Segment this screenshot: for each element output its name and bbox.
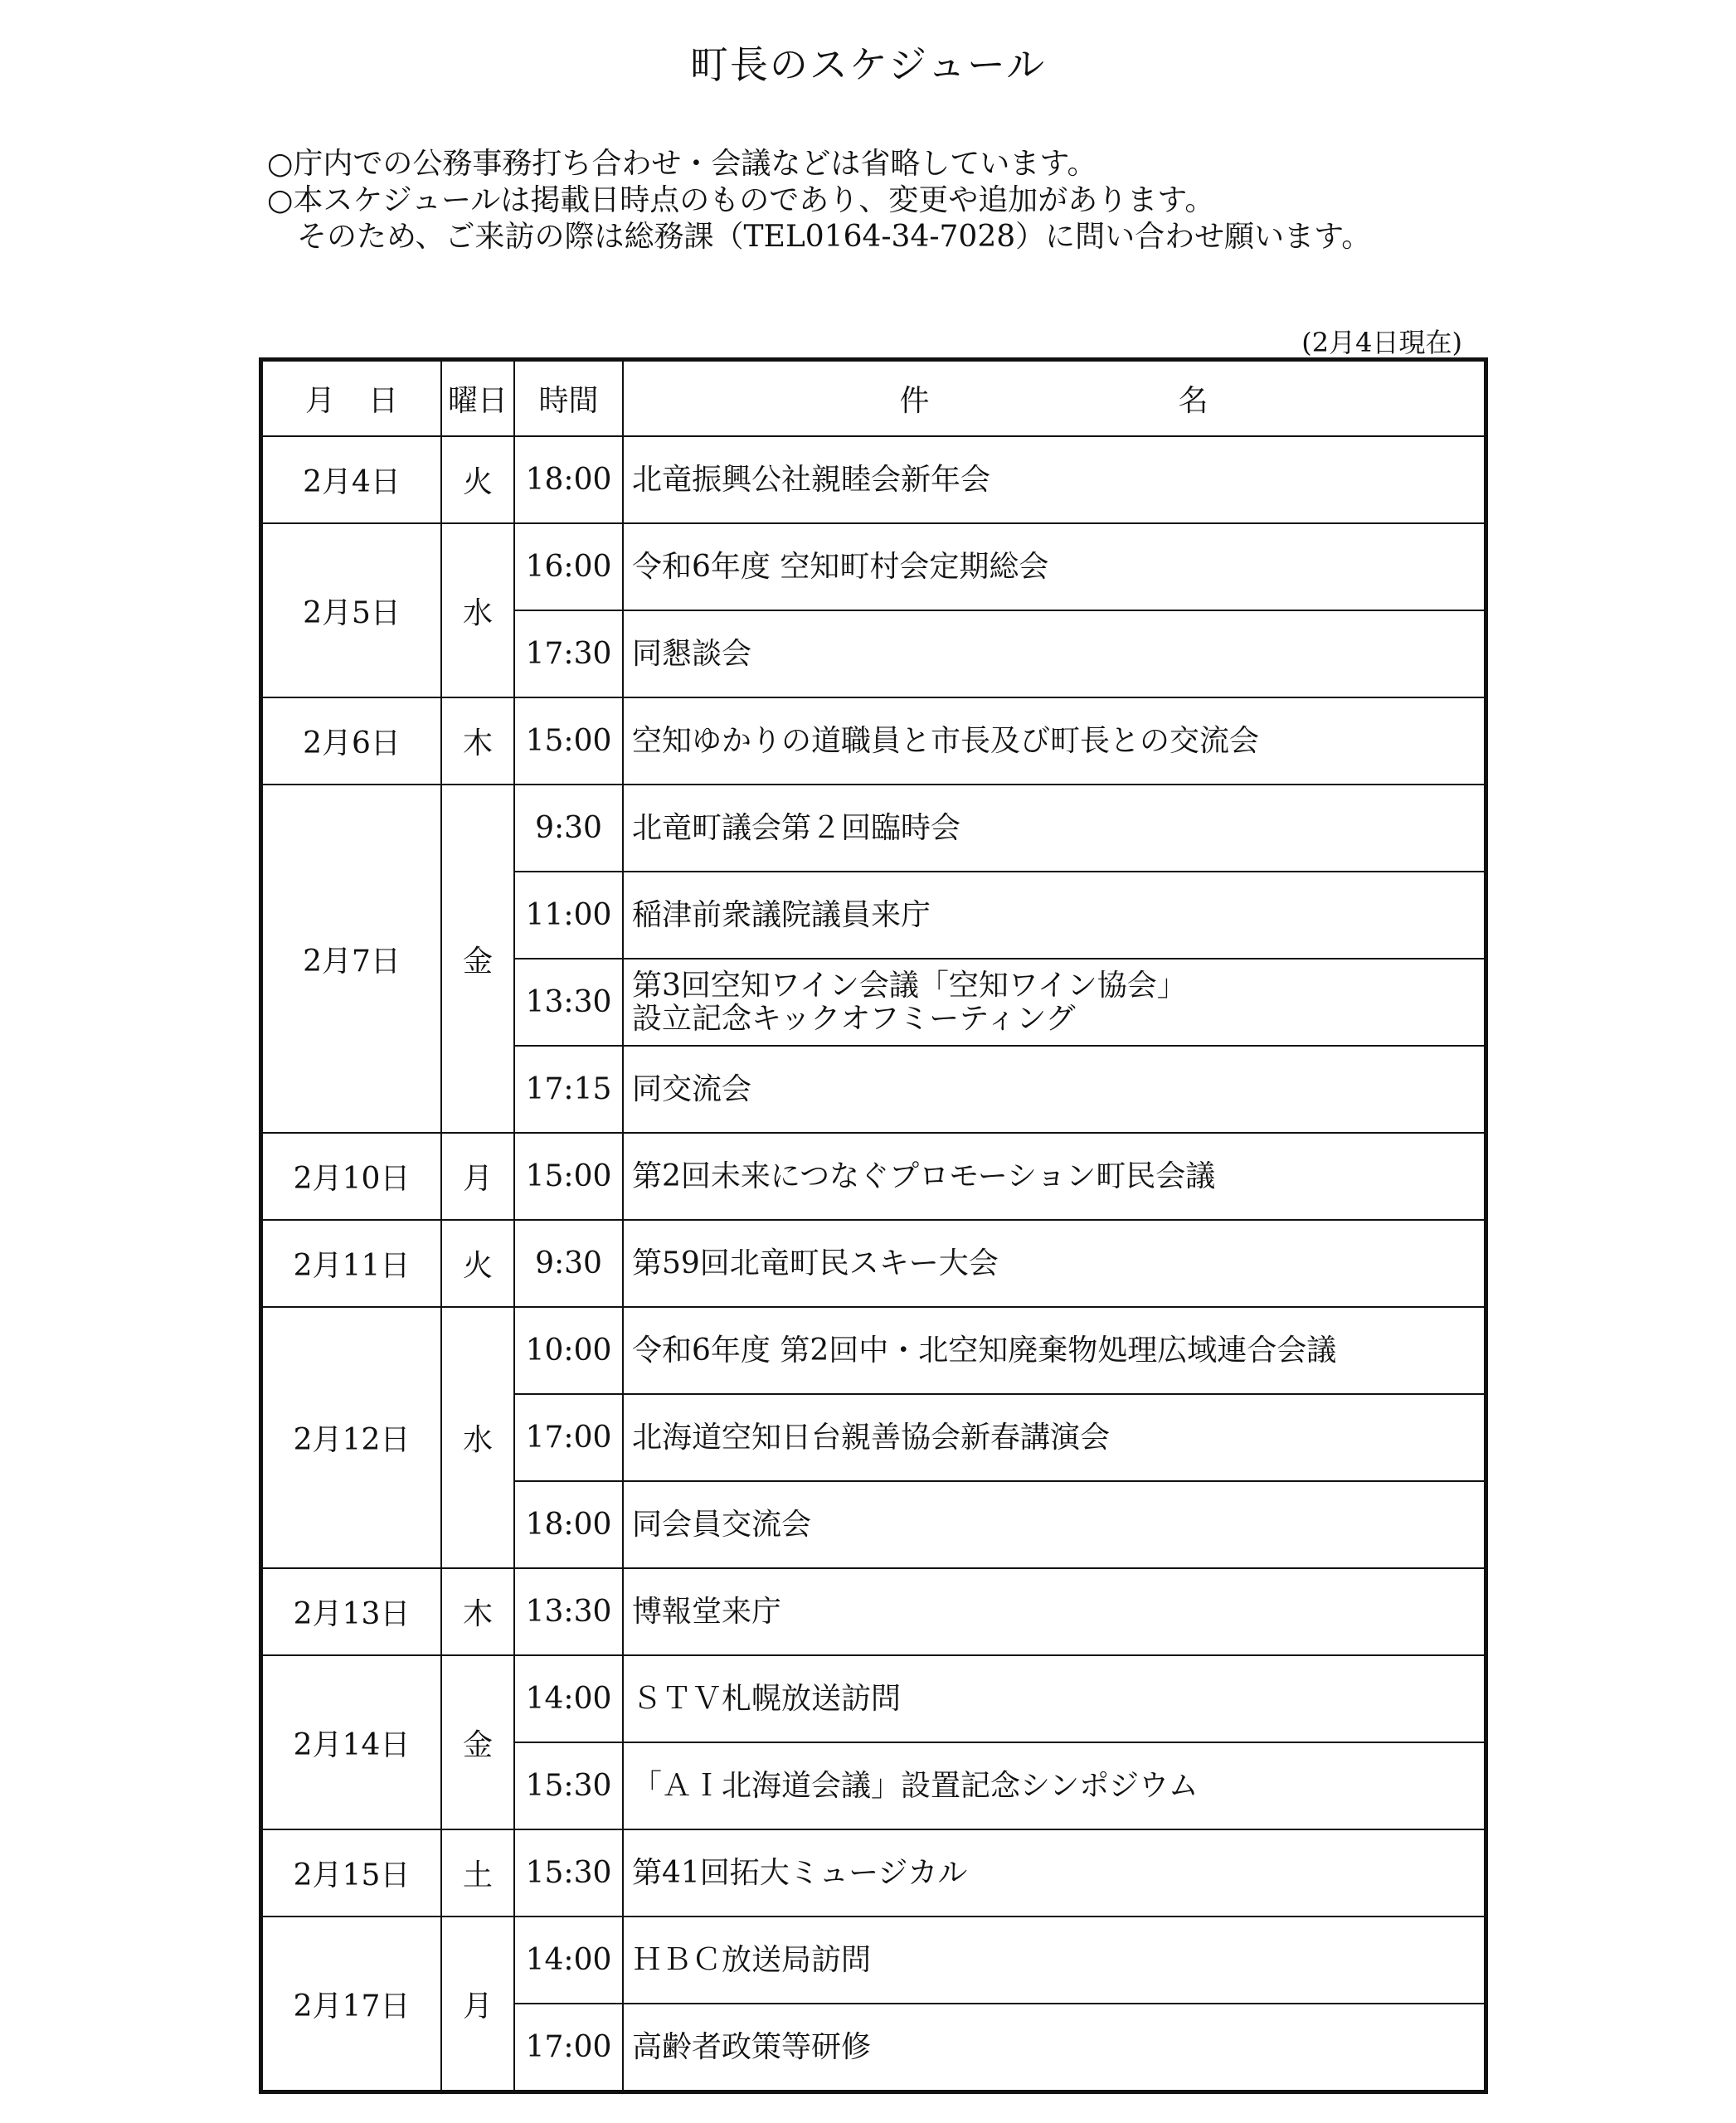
header-date (261, 360, 442, 437)
weekday-cell: 月 (441, 1133, 514, 1220)
date-cell: 2月5日 (261, 523, 442, 697)
header-date-month: 月 (304, 384, 335, 418)
table-row (261, 1917, 1486, 2004)
table-row (261, 785, 1486, 872)
event-title: ＳＴＶ札幌放送訪問 (632, 1681, 902, 1716)
event-title-cell (623, 436, 1486, 523)
note-line: ○庁内での公務事務打ち合わせ・会議などは省略しています。 (267, 147, 1097, 181)
weekday-cell: 金 (441, 785, 514, 1133)
event-title: 同懇談会 (632, 636, 752, 671)
weekday-cell: 土 (441, 1829, 514, 1917)
time-cell: 11:00 (514, 872, 623, 959)
time-cell: 17:00 (514, 1394, 623, 1481)
event-title-cell (623, 1742, 1486, 1829)
event-title-cell (623, 1133, 1486, 1220)
time-cell: 16:00 (514, 523, 623, 610)
date-cell: 2月11日 (261, 1220, 442, 1307)
weekday-cell: 水 (441, 523, 514, 697)
event-title: 第2回未来につなぐプロモーション町民会議 (632, 1159, 1216, 1193)
event-title: 博報堂来庁 (632, 1594, 782, 1629)
event-title-cell (623, 1917, 1486, 2004)
event-title: 稲津前衆議院議員来庁 (632, 897, 931, 932)
event-title-cell (623, 2004, 1486, 2092)
event-title: 第59回北竜町民スキー大会 (632, 1246, 999, 1280)
date-cell: 2月12日 (261, 1307, 442, 1568)
header-title (623, 360, 1486, 437)
event-title-cell (623, 1568, 1486, 1655)
note-line: ○本スケジュールは掲載日時点のものであり、変更や追加があります。 (267, 183, 1215, 217)
date-cell: 2月10日 (261, 1133, 442, 1220)
event-title: ＨＢＣ放送局訪問 (632, 1942, 872, 1977)
date-cell: 2月7日 (261, 785, 442, 1133)
event-title: 北竜振興公社親睦会新年会 (632, 462, 991, 497)
event-title-cell (623, 1220, 1486, 1307)
event-title: 空知ゆかりの道職員と市長及び町長との交流会 (632, 723, 1260, 758)
event-title: 高齢者政策等研修 (632, 2029, 872, 2064)
weekday-cell: 火 (441, 436, 514, 523)
table-row (261, 697, 1486, 785)
event-title-cell (623, 1655, 1486, 1742)
time-cell: 17:00 (514, 2004, 623, 2092)
weekday-cell: 火 (441, 1220, 514, 1307)
event-title-cell (623, 1394, 1486, 1481)
weekday-cell: 金 (441, 1655, 514, 1829)
date-cell: 2月17日 (261, 1917, 442, 2092)
event-title-cell (623, 785, 1486, 872)
event-title: 「ＡＩ北海道会議」設置記念シンポジウム (632, 1768, 1199, 1803)
event-title-cell (623, 1307, 1486, 1394)
weekday-cell: 水 (441, 1307, 514, 1568)
table-row (261, 1568, 1486, 1655)
time-cell: 15:30 (514, 1742, 623, 1829)
time-cell: 9:30 (514, 1220, 623, 1307)
header-date-day: 日 (368, 384, 399, 418)
event-title: 令和6年度 第2回中・北空知廃棄物処理広域連合会議 (632, 1333, 1337, 1368)
table-row (261, 436, 1486, 523)
event-title-cell (623, 697, 1486, 785)
note-line: そのため、ご来訪の際は総務課（TEL0164-34-7028）に問い合わせ願います。 (267, 220, 1372, 254)
weekday-cell: 木 (441, 697, 514, 785)
header-title-part-2: 名 (1178, 384, 1208, 418)
time-cell: 15:00 (514, 1133, 623, 1220)
event-title-cell (623, 1481, 1486, 1568)
event-title-cell (623, 610, 1486, 697)
date-cell: 2月13日 (261, 1568, 442, 1655)
event-title-line2: 設立記念キックオフミーティング (632, 1001, 1076, 1036)
time-cell: 13:30 (514, 1568, 623, 1655)
schedule-body (261, 436, 1486, 2092)
time-cell: 13:30 (514, 959, 623, 1046)
table-row (261, 1220, 1486, 1307)
event-title: 同会員交流会 (632, 1507, 812, 1542)
table-row (261, 1133, 1486, 1220)
time-cell: 18:00 (514, 1481, 623, 1568)
time-cell: 18:00 (514, 436, 623, 523)
date-cell: 2月6日 (261, 697, 442, 785)
event-title: 北竜町議会第２回臨時会 (632, 810, 961, 845)
event-title-cell (623, 872, 1486, 959)
event-title-cell (623, 523, 1486, 610)
weekday-cell: 月 (441, 1917, 514, 2092)
schedule-table (259, 357, 1488, 2094)
time-cell: 14:00 (514, 1917, 623, 2004)
time-cell: 14:00 (514, 1655, 623, 1742)
event-title-cell (623, 959, 1486, 1046)
table-row (261, 1829, 1486, 1917)
table-row (261, 523, 1486, 610)
header-time: 時間 (514, 360, 623, 437)
header-row (261, 360, 1486, 437)
event-title: 第3回空知ワイン会議「空知ワイン協会」 (632, 968, 1187, 1003)
table-row (261, 1307, 1486, 1394)
event-title-cell (623, 1829, 1486, 1917)
date-cell: 2月14日 (261, 1655, 442, 1829)
date-cell: 2月15日 (261, 1829, 442, 1917)
header-title-part-1: 件 (899, 384, 930, 418)
date-cell: 2月4日 (261, 436, 442, 523)
time-cell: 17:15 (514, 1046, 623, 1133)
event-title: 北海道空知日台親善協会新春講演会 (632, 1420, 1111, 1455)
event-title: 第41回拓大ミュージカル (632, 1855, 968, 1890)
time-cell: 17:30 (514, 610, 623, 697)
time-cell: 9:30 (514, 785, 623, 872)
notes (267, 146, 1371, 255)
time-cell: 10:00 (514, 1307, 623, 1394)
event-title: 同交流会 (632, 1071, 752, 1106)
event-title-cell (623, 1046, 1486, 1133)
table-row (261, 1655, 1486, 1742)
as-of-date: (2月4日現在) (1301, 327, 1462, 358)
page-title: 町長のスケジュール (689, 42, 1047, 87)
weekday-cell: 木 (441, 1568, 514, 1655)
header-weekday: 曜日 (441, 360, 514, 437)
time-cell: 15:30 (514, 1829, 623, 1917)
event-title: 令和6年度 空知町村会定期総会 (632, 549, 1049, 584)
time-cell: 15:00 (514, 697, 623, 785)
